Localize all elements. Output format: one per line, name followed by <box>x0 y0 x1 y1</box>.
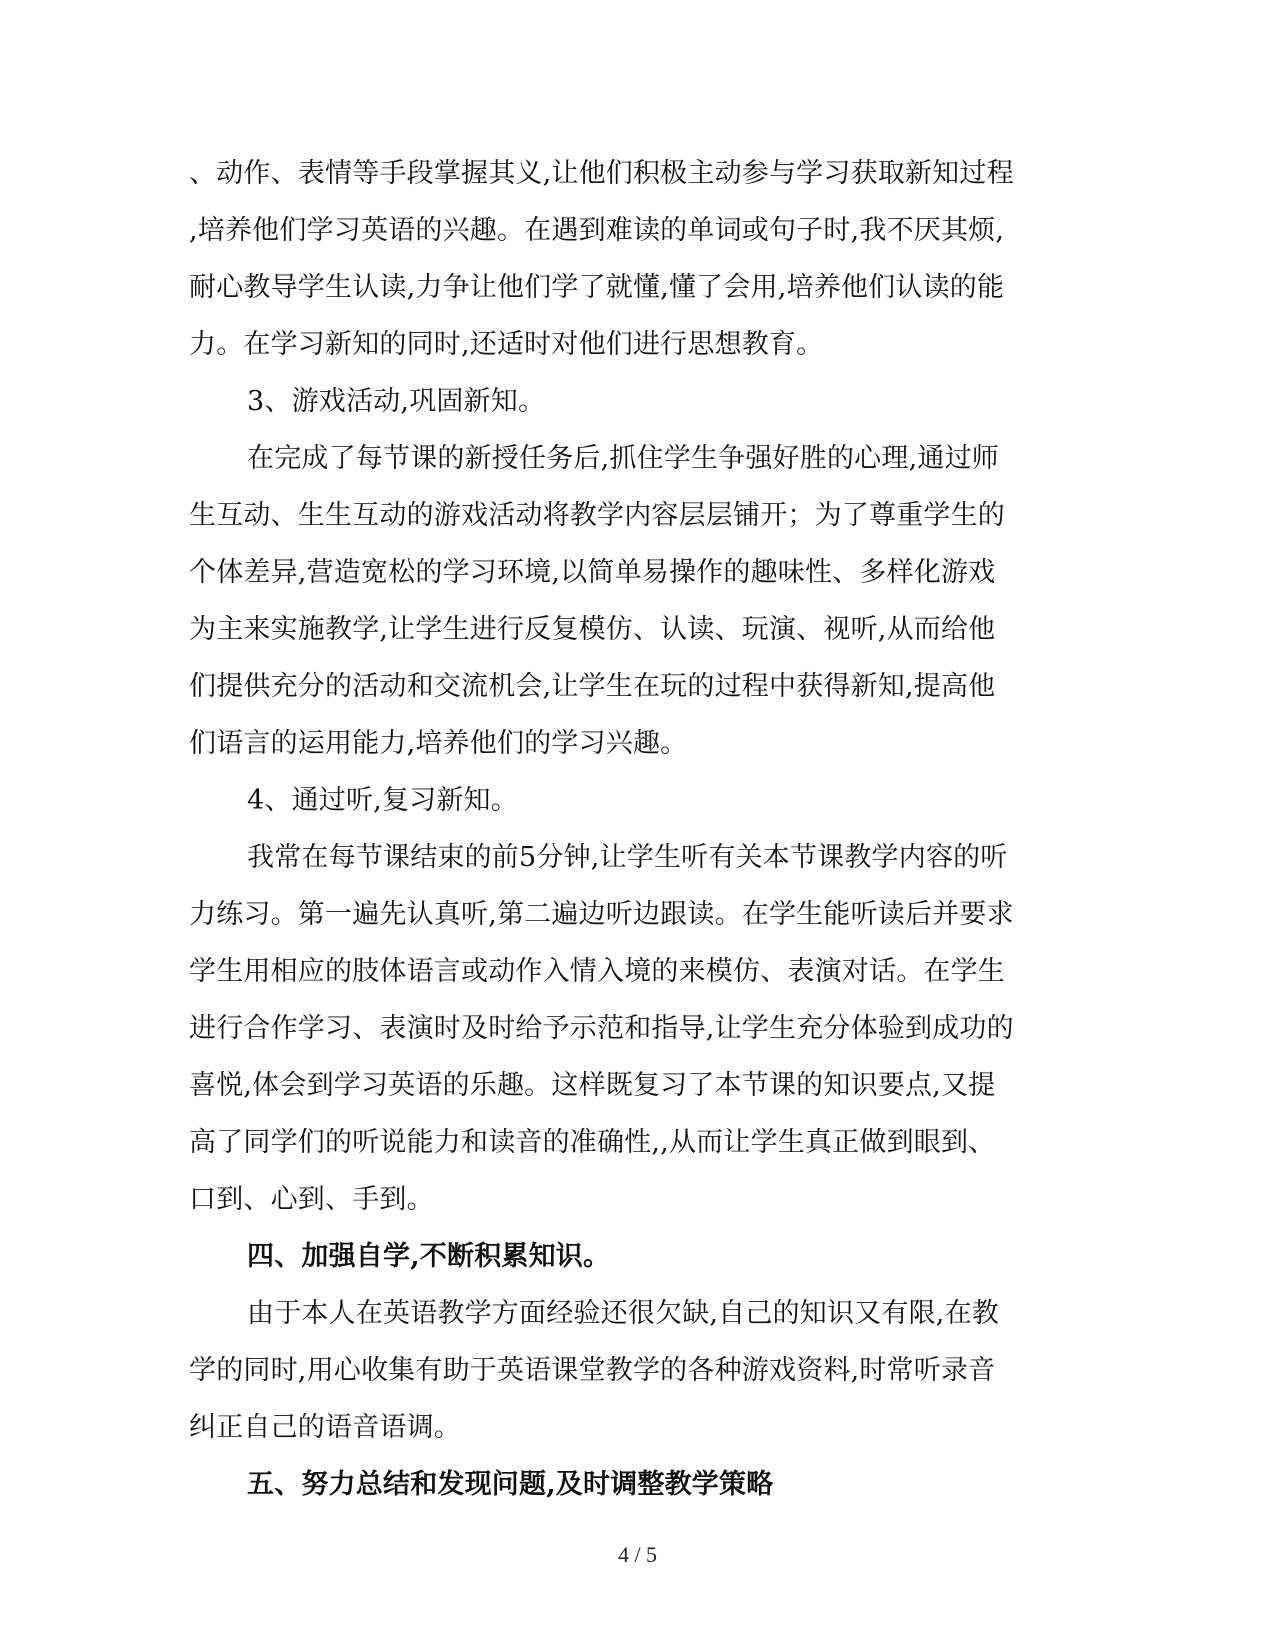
section-heading-4: 四、加强自学,不断积累知识。 <box>247 1241 611 1272</box>
document-body <box>189 145 1089 1513</box>
text-line: 生互动、生生互动的游戏活动将教学内容层层铺开；为了尊重学生的 <box>189 500 1005 531</box>
subheading-4: 4、通过听,复习新知。 <box>247 785 518 816</box>
text-line: 力。在学习新知的同时,还适时对他们进行思想教育。 <box>189 329 824 360</box>
text-line: 个体差异,营造宽松的学习环境,以简单易操作的趣味性、多样化游戏 <box>189 557 996 588</box>
text-line: 由于本人在英语教学方面经验还很欠缺,自己的知识又有限,在教 <box>247 1298 999 1329</box>
text-line: 我常在每节课结束的前5分钟,让学生听有关本节课教学内容的听 <box>247 842 1008 873</box>
text-line: ,培养他们学习英语的兴趣。在遇到难读的单词或句子时,我不厌其烦, <box>189 215 1005 246</box>
text-line: 纠正自己的语音语调。 <box>189 1412 461 1443</box>
section-heading-5: 五、努力总结和发现问题,及时调整教学策略 <box>247 1469 774 1500</box>
text-line: 、动作、表情等手段掌握其义,让他们积极主动参与学习获取新知过程 <box>189 158 1014 189</box>
page-number: 4 / 5 <box>617 1542 658 1567</box>
text-line: 为主来实施教学,让学生进行反复模仿、认读、玩演、视听,从而给他 <box>189 614 996 645</box>
text-line: 在完成了每节课的新授任务后,抓住学生争强好胜的心理,通过师 <box>247 443 999 474</box>
text-line: 学生用相应的肢体语言或动作入情入境的来模仿、表演对话。在学生 <box>189 956 1005 987</box>
text-line: 口到、心到、手到。 <box>189 1184 434 1215</box>
text-line: 喜悦,体会到学习英语的乐趣。这样既复习了本节课的知识要点,又提 <box>189 1070 996 1101</box>
text-line: 力练习。第一遍先认真听,第二遍边听边跟读。在学生能听读后并要求 <box>189 899 1014 930</box>
text-line: 高了同学们的听说能力和读音的准确性,,从而让学生真正做到眼到、 <box>189 1127 996 1158</box>
text-line: 进行合作学习、表演时及时给予示范和指导,让学生充分体验到成功的 <box>189 1013 1014 1044</box>
text-line: 耐心教导学生认读,力争让他们学了就懂,懂了会用,培养他们认读的能 <box>189 272 1005 303</box>
text-line: 们语言的运用能力,培养他们的学习兴趣。 <box>189 728 688 759</box>
text-line: 们提供充分的活动和交流机会,让学生在玩的过程中获得新知,提高他 <box>189 671 996 702</box>
text-line: 学的同时,用心收集有助于英语课堂教学的各种游戏资料,时常听录音 <box>189 1355 996 1386</box>
subheading-3: 3、游戏活动,巩固新知。 <box>247 386 546 417</box>
